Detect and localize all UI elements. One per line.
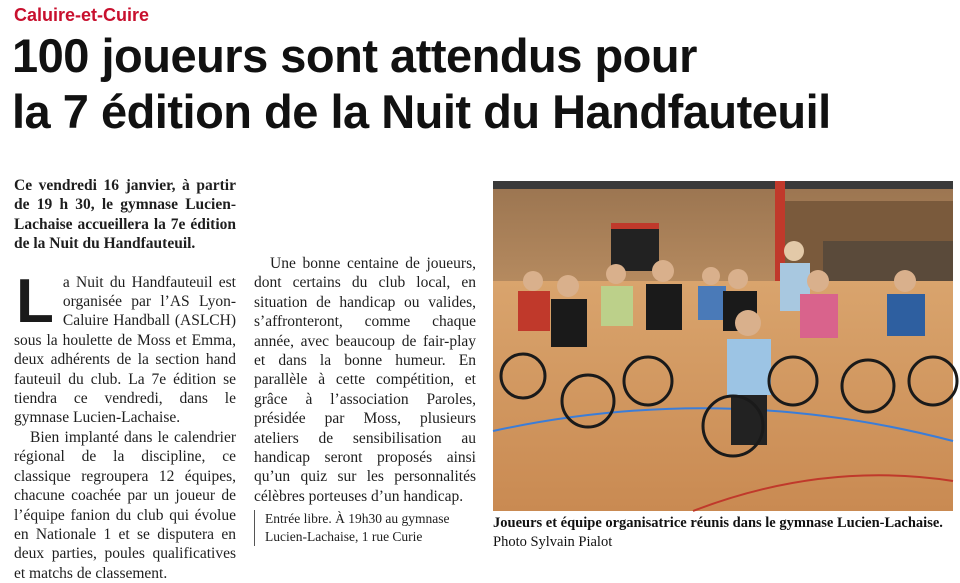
headline-line-2: la 7 édition de la Nuit du Handfauteuil xyxy=(12,85,831,138)
gym-team-photo-illustration xyxy=(493,181,953,511)
column-2 xyxy=(254,176,476,546)
photo-caption xyxy=(493,514,953,552)
body-paragraph-2: Bien implanté dans le calendrier régional de la discipline, ce classique regroupera 12 équipes, chacune coachée par un joueur de l’équipe fanion du club qui évolue en Nationale 1 et se disputera en deux parties, poules qualificatives et matchs de classement. xyxy=(14,428,236,582)
drop-cap: L xyxy=(16,266,54,336)
team-photo xyxy=(493,181,953,511)
lead-paragraph: Ce vendredi 16 janvier, à partir de 19 h 30, le gymnase Lucien-Lachaise accueillera la 7e édition de la Nuit du Handfauteuil. xyxy=(14,177,236,253)
headline xyxy=(12,28,952,140)
practical-info: Entrée libre. À 19h30 au gymnase Lucien-Lachaise, 1 rue Curie xyxy=(254,510,476,546)
caption-text: Joueurs et équipe organisatrice réunis dans le gymnase Lucien-Lachaise. xyxy=(493,515,943,531)
body-paragraph-1 xyxy=(14,266,236,428)
column-1 xyxy=(14,176,236,582)
photo-credit: Photo Sylvain Pialot xyxy=(493,534,613,550)
body-paragraph-3: Une bonne centaine de joueurs, dont certains du club local, en situation de handicap ou valides, s’affronteront, comme chaque année, avec beaucoup de fair-play et dans la bonne humeur. En parallèle à cette compétition, et grâce à l’association Paroles, présidée par Moss, plusieurs ateliers de sensibilisation au handicap seront proposés ainsi qu’un quiz sur les personnalités célèbres porteuses d’un handicap. xyxy=(254,255,476,505)
body-paragraph-1-text: a Nuit du Handfauteuil est organisée par l’AS Lyon-Caluire Handball (ASLCH) sous la houlette de Moss et Emma, deux adhérents de la section hand fauteuil du club. La 7e édition se tiendra ce vendredi, dans le gymnase Lucien-Lachaise. xyxy=(14,273,236,427)
section-kicker: Caluire-et-Cuire xyxy=(14,5,150,25)
headline-line-1: 100 joueurs sont attendus pour xyxy=(12,29,697,82)
